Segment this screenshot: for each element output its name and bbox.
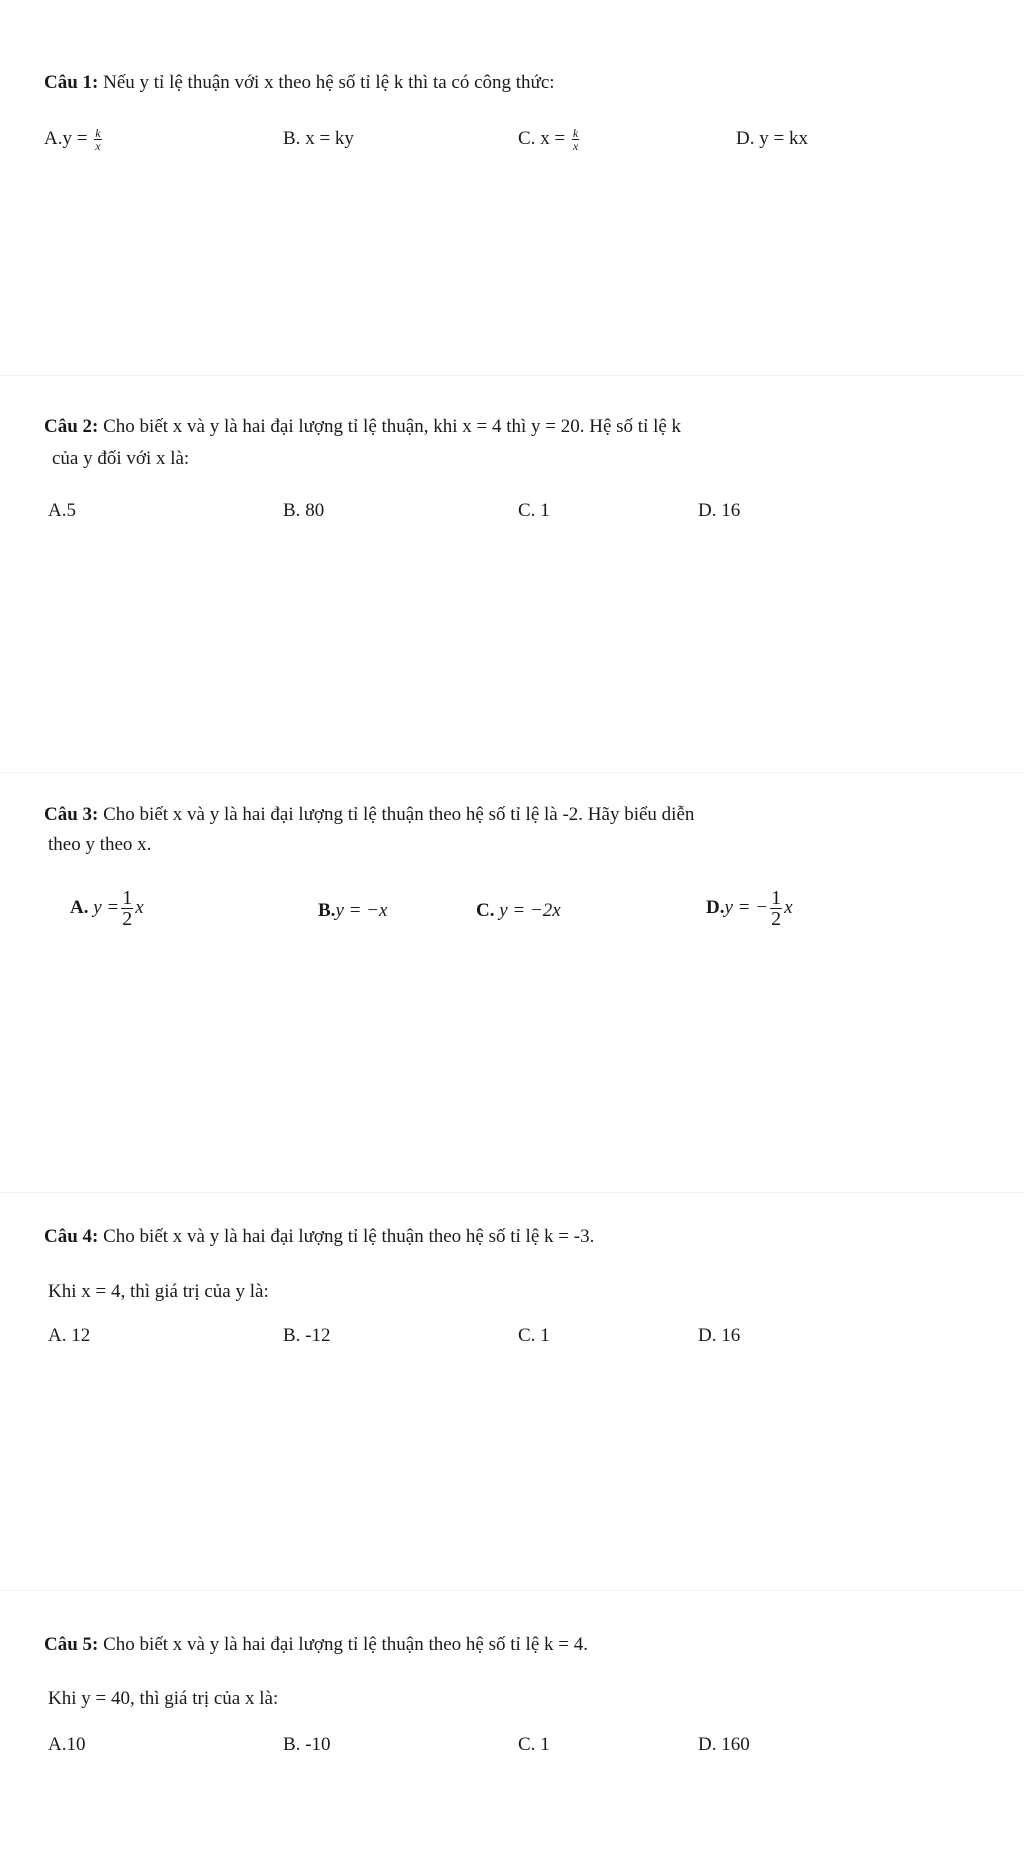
question-4-option-c[interactable]: C. 1 xyxy=(518,1325,550,1346)
question-2-number: Câu 2: xyxy=(44,416,99,437)
divider xyxy=(0,375,1024,376)
question-5-title xyxy=(44,1632,1004,1658)
question-5-option-c[interactable]: C. 1 xyxy=(518,1734,550,1755)
question-5-option-b[interactable]: B. -10 xyxy=(283,1734,331,1755)
question-3-option-b[interactable]: B.y = −x xyxy=(318,900,388,921)
question-2-text: Cho biết x và y là hai đại lượng tỉ lệ thuận, khi x = 4 thì y = 20. Hệ số tỉ lệ k xyxy=(103,416,682,437)
question-4-line2: Khi x = 4, thì giá trị của y là: xyxy=(48,1281,269,1302)
question-3-option-c[interactable]: C. y = −2x xyxy=(476,900,561,921)
question-5-text: Cho biết x và y là hai đại lượng tỉ lệ thuận theo hệ số tỉ lệ k = 4. xyxy=(103,1634,588,1655)
question-2-line2: của y đối với x là: xyxy=(52,448,190,469)
question-3-option-a[interactable]: A. y = $\frac{1}{2}$ x xyxy=(70,887,144,930)
question-5-option-d[interactable]: D. 160 xyxy=(698,1734,750,1755)
question-3-text: Cho biết x và y là hai đại lượng tỉ lệ thuận theo hệ số tỉ lệ là -2. Hãy biểu diễn xyxy=(103,804,695,825)
question-1-option-b[interactable]: B. x = ky xyxy=(283,128,354,149)
question-4-option-d[interactable]: D. 16 xyxy=(698,1325,741,1346)
question-5-line2: Khi y = 40, thì giá trị của x là: xyxy=(48,1688,279,1709)
question-1-option-d[interactable]: D. y = kx xyxy=(736,128,808,149)
question-2-option-c[interactable]: C. 1 xyxy=(518,500,550,521)
divider xyxy=(0,1590,1024,1591)
question-5-number: Câu 5: xyxy=(44,1634,99,1655)
question-3-option-d[interactable]: D.y = − $\frac{1}{2}$ x xyxy=(706,887,793,930)
question-3-title xyxy=(44,802,1004,828)
question-1-option-c[interactable]: C. x = $\frac{k}{x}$ xyxy=(518,126,579,154)
fraction: $\frac{k}{x}$ xyxy=(95,126,101,154)
divider xyxy=(0,1192,1024,1193)
question-1-title xyxy=(44,70,1004,96)
question-4-text: Cho biết x và y là hai đại lượng tỉ lệ thuận theo hệ số tỉ lệ k = -3. xyxy=(103,1226,595,1247)
question-3-number: Câu 3: xyxy=(44,804,99,825)
question-5-option-a[interactable]: A.10 xyxy=(48,1734,86,1755)
fraction: $\frac{1}{2}$ xyxy=(122,887,133,930)
question-1-number: Câu 1: xyxy=(44,72,99,93)
question-4-option-a[interactable]: A. 12 xyxy=(48,1325,91,1346)
fraction: $\frac{k}{x}$ xyxy=(572,126,579,154)
question-4-option-b[interactable]: B. -12 xyxy=(283,1325,331,1346)
fraction: $\frac{1}{2}$ xyxy=(771,887,782,930)
question-2-option-a[interactable]: A.5 xyxy=(48,500,76,521)
question-3-line2: theo y theo x. xyxy=(48,834,152,855)
question-2-option-b[interactable]: B. 80 xyxy=(283,500,325,521)
question-1-option-a[interactable]: A.y = $\frac{k}{x}$ xyxy=(44,126,101,154)
question-4-title xyxy=(44,1224,1004,1250)
question-1-text: Nếu y tỉ lệ thuận với x theo hệ số tỉ lệ k thì ta có công thức: xyxy=(103,72,555,93)
question-2-title xyxy=(44,414,1004,440)
question-2-option-d[interactable]: D. 16 xyxy=(698,500,741,521)
divider xyxy=(0,772,1024,773)
question-4-number: Câu 4: xyxy=(44,1226,99,1247)
